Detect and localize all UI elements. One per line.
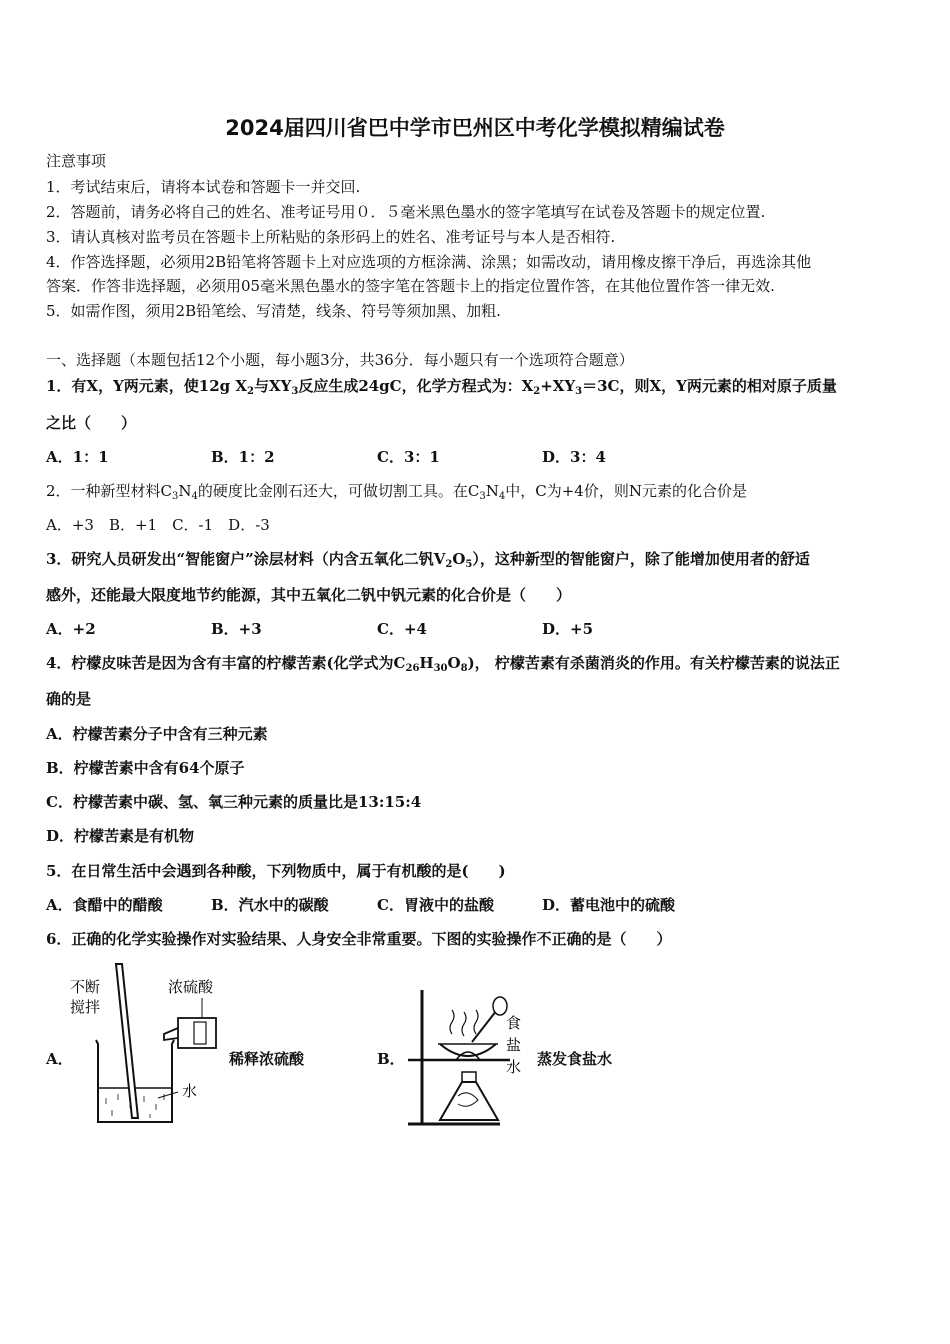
hand [493,997,507,1015]
q3-option-c: C．+4 [377,620,427,638]
q5-option-c: C．胃液中的盐酸 [377,896,494,914]
stir-label-1: 不断 [70,978,101,996]
q5-option-d: D．蓄电池中的硫酸 [542,896,676,914]
bottle-label [194,1022,206,1044]
q1-option-a: A．1：1 [46,448,109,466]
q4-option-a: A．柠檬苦素分子中含有三种元素 [46,725,268,743]
q6-option-a-letter: A． [46,1050,73,1068]
notice-item: 答案．作答非选择题，必须用05毫米黑色墨水的签字笔在答题卡上的指定位置作答，在其他位置作答一律无效. [46,277,775,295]
conc-acid-label: 浓硫酸 [168,978,214,996]
q3-option-b: B．+3 [211,620,262,638]
evaporate-salt-water-diagram [400,984,535,1134]
water-label: 水 [182,1082,198,1100]
notice-heading: 注意事项 [46,152,107,170]
question-3-stem: 3．研究人员研发出“智能窗户”涂层材料（内含五氧化二钒$V_2O_5$），这种新型的智能窗户，除了能增加使用者的舒适 [46,550,810,570]
lamp-neck [462,1072,476,1082]
steam-1 [450,1010,454,1034]
q2-options: A．+3 B．+1 C．-1 D．-3 [46,516,270,534]
q5-option-b: B．汽水中的碳酸 [211,896,329,914]
q1-option-b: B．1：2 [211,448,275,466]
question-1-stem-cont: 之比（ ） [46,414,137,432]
q4-option-b: B．柠檬苦素中含有64个原子 [46,759,245,777]
notice-item: 5．如需作图，须用2B铅笔绘、写清楚，线条、符号等须加黑、加粗. [46,302,501,320]
dilute-sulfuric-acid-diagram [66,962,236,1132]
water-label-pointer [158,1092,178,1098]
question-4-stem-cont: 确的是 [46,690,92,708]
notice-item: 3．请认真核对监考员在答题卡上所粘贴的条形码上的姓名、准考证号与本人是否相符. [46,228,616,246]
q4-option-c: C．柠檬苦素中碳、氢、氧三种元素的质量比是13:15:4 [46,793,422,811]
q1-option-d: D．3：4 [542,448,606,466]
notice-item: 2．答题前，请务必将自己的姓名、准考证号用０．５毫米黑色墨水的签字笔填写在试卷及答题卡的规定位置. [46,203,766,221]
stir-label-2: 搅拌 [70,998,101,1016]
notice-item: 1．考试结束后，请将本试卷和答题卡一并交回. [46,178,361,196]
question-2-stem: 2．一种新型材料$C_3N_4$的硬度比金刚石还大，可做切割工具。在$C_3N_4$中，C为+4价，则N元素的化合价是 [46,482,747,502]
q1-option-c: C．3：1 [377,448,440,466]
question-1-stem: 1．有X，Y两元素，使12g $X_2$与$XY_3$反应生成24gC，化学方程式为：$X_2+XY_3=3C$，则X，Y两元素的相对原子质量 [46,377,837,397]
q6-option-b-letter: B． [377,1050,405,1068]
steam-3 [474,1010,478,1034]
question-5-stem: 5．在日常生活中会遇到各种酸，下列物质中，属于有机酸的是( ) [46,862,506,880]
glass-rod [116,964,138,1118]
salt-water-label-2: 盐 [506,1036,522,1054]
q6-option-b-caption: 蒸发食盐水 [537,1050,613,1068]
bottle-neck [164,1028,178,1040]
evaporating-dish [440,1044,496,1056]
q3-option-a: A．+2 [46,620,96,638]
salt-water-label-1: 食 [506,1014,522,1032]
question-3-stem-cont: 感外，还能最大限度地节约能源，其中五氧化二钒中钒元素的化合价是（ ） [46,586,572,604]
page-title: 2024届四川省巴中学市巴州区中考化学模拟精编试卷 [225,116,725,140]
salt-water-label-3: 水 [506,1058,522,1076]
notice-item: 4．作答选择题，必须用2B铅笔将答题卡上对应选项的方框涂满、涂黑；如需改动，请用橡皮擦干净后，再选涂其他 [46,253,812,271]
q4-option-d: D．柠檬苦素是有机物 [46,827,195,845]
q6-option-a-caption: 稀释浓硫酸 [229,1050,305,1068]
question-6-stem: 6．正确的化学实验操作对实验结果、人身安全非常重要。下图的实验操作不正确的是（ ） [46,930,672,948]
q3-option-d: D．+5 [542,620,594,638]
alcohol-lamp [440,1082,498,1120]
q5-option-a: A．食醋中的醋酸 [46,896,163,914]
question-4-stem: 4．柠檬皮味苦是因为含有丰富的柠檬苦素(化学式为$C_{26}H_{30}O_8$)， 柠檬苦素有杀菌消炎的作用。有关柠檬苦素的说法正 [46,654,840,674]
section-heading: 一、选择题（本题包括12个小题，每小题3分，共36分．每小题只有一个选项符合题意） [46,351,634,369]
steam-2 [462,1012,466,1036]
